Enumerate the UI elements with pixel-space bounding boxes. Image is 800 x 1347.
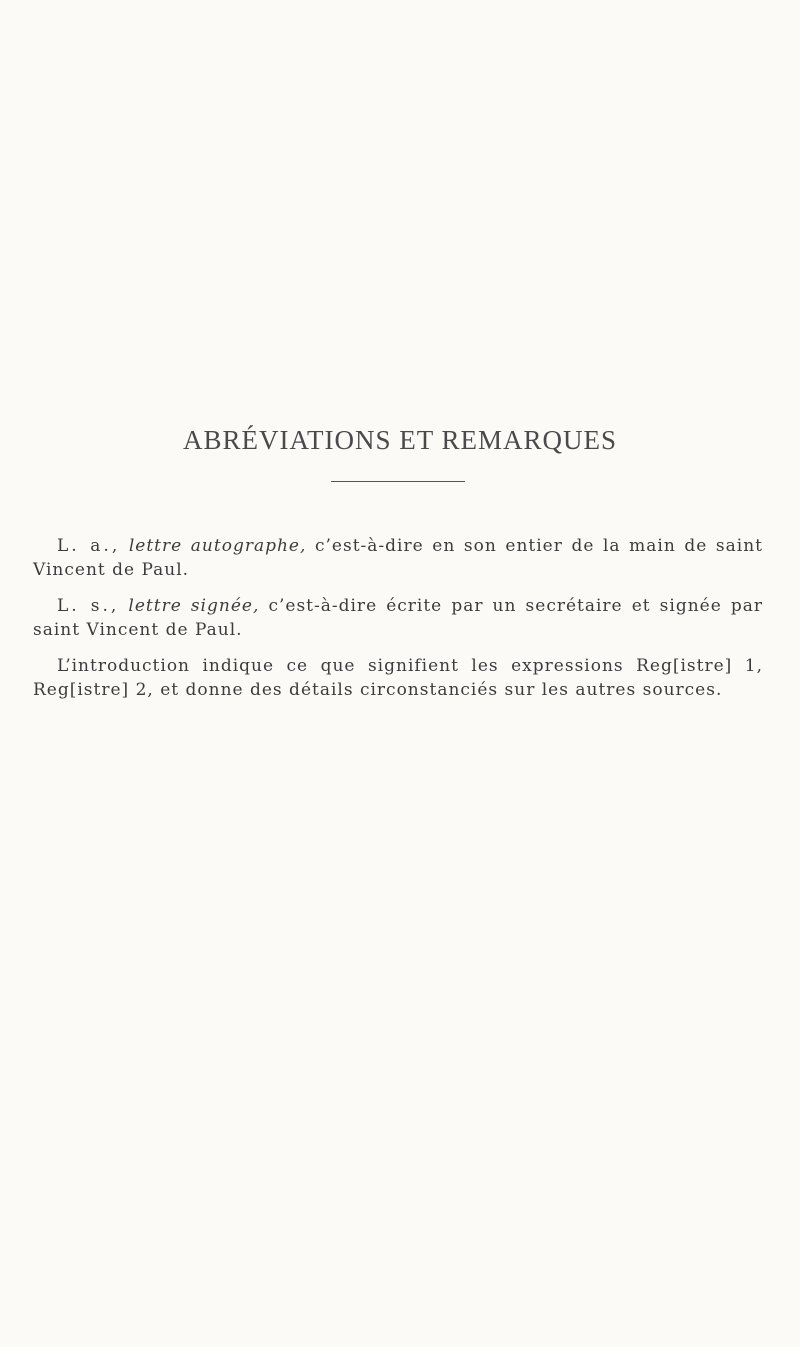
introduction-note: L’introduction indique ce que signifient les expressions Reg[istre] 1, Reg[istre] 2, et donne des détails circonstanciés sur les autres sources. [33, 656, 763, 700]
abbreviation-code: L. s., [57, 596, 120, 616]
abbreviation-term: lettre autographe, [128, 536, 307, 556]
page-title: ABRÉVIATIONS ET REMARQUES [182, 425, 618, 455]
abbreviation-code: L. a., [57, 536, 121, 556]
title-divider [331, 481, 465, 482]
abbreviation-entry-la [33, 534, 763, 582]
abbreviation-definition: c’est-à-dire en son entier de la main de saint Vincent de Paul. [33, 536, 764, 580]
abbreviation-term: lettre signée, [128, 596, 260, 616]
abbreviations-body [33, 534, 763, 714]
abbreviation-definition: c’est-à-dire écrite par un secrétaire et signée par saint Vincent de Paul. [33, 596, 764, 640]
abbreviation-entry-ls [33, 594, 763, 642]
